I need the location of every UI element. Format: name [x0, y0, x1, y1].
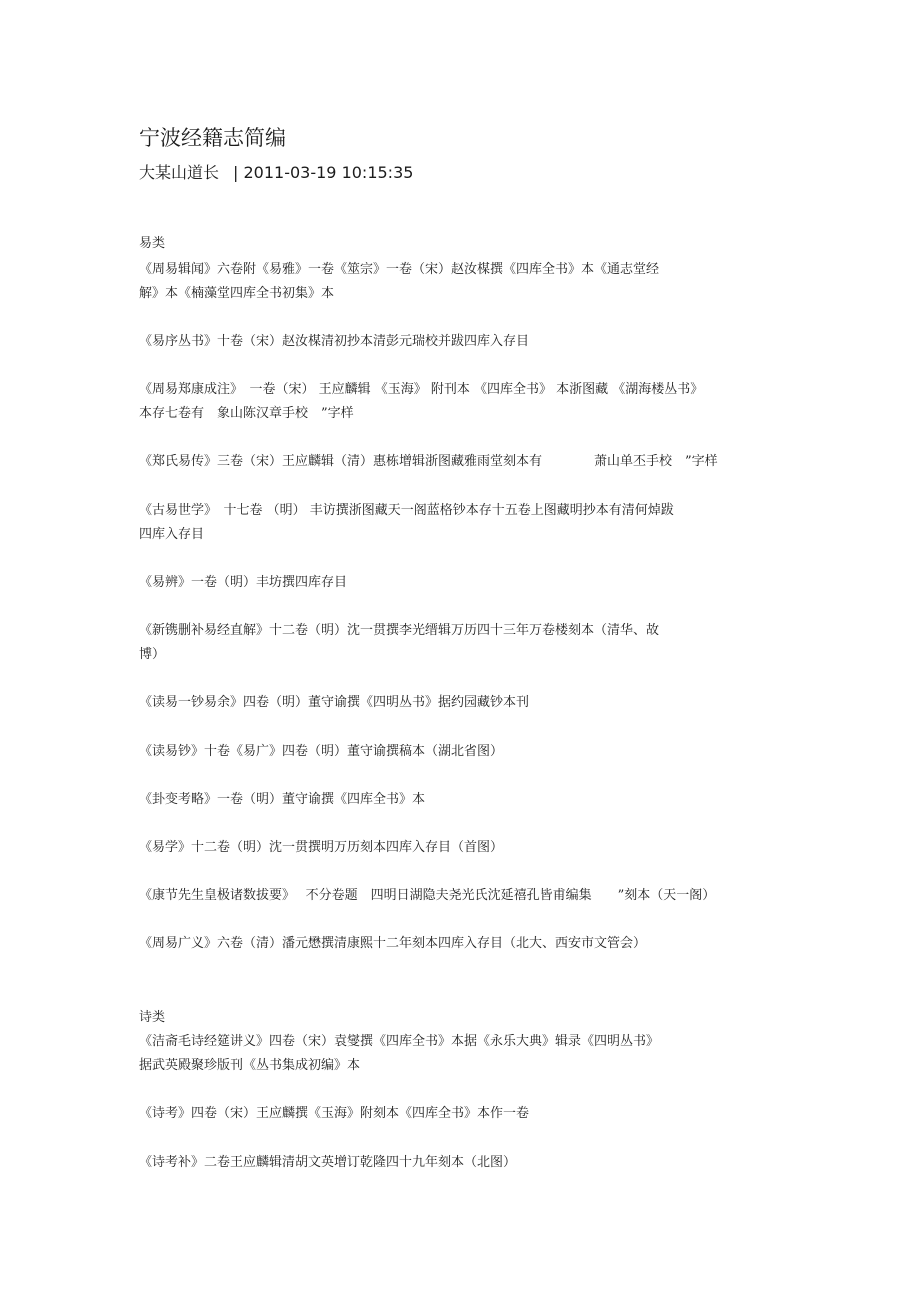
post-date: | 2011-03-19 10:15:35 — [233, 163, 414, 182]
entry-line: 《诗考》四卷（宋）王应麟撰《玉海》附刻本《四库全书》本作一卷 — [139, 1106, 530, 1121]
entry-line: 《易辨》一卷（明）丰坊撰四库存目 — [139, 575, 348, 590]
entry-line: 《康节先生皇极诸数拔要》 不分卷题 四明日湖隐夫尧光氏沈延禧孔皆甫编集 ”刻本（天一阁） — [139, 888, 716, 903]
entry-line: 本存七卷有 象山陈汉章手校 ”字样 — [139, 406, 354, 421]
section-heading-yi: 易类 — [139, 236, 166, 251]
entry-line: 博） — [139, 647, 166, 662]
entry-line: 《读易钞》十卷《易广》四卷（明）董守谕撰稿本（湖北省图） — [139, 744, 504, 759]
entry-line: 《卦变考略》一卷（明）董守谕撰《四库全书》本 — [139, 792, 426, 807]
entry-line: 《洁斋毛诗经筵讲义》四卷（宋）袁燮撰《四库全书》本据《永乐大典》辑录《四明丛书》 — [139, 1034, 660, 1049]
entry-line: 《易学》十二卷（明）沈一贯撰明万历刻本四库入存目（首图） — [139, 840, 504, 855]
entry-line: 《读易一钞易余》四卷（明）董守谕撰《四明丛书》据约园藏钞本刊 — [139, 695, 530, 710]
page-title: 宁波经籍志简编 — [139, 126, 286, 150]
entry-line: 《新镌删补易经直解》十二卷（明）沈一贯撰李光缙辑万历四十三年万卷楼刻本（清华、故 — [139, 623, 660, 638]
entry-line: 《周易辑闻》六卷附《易雅》一卷《筮宗》一卷（宋）赵汝楳撰《四库全书》本《通志堂经 — [139, 262, 660, 277]
entry-line: 《周易广义》六卷（清）潘元懋撰清康熙十二年刻本四库入存目（北大、西安市文管会） — [139, 936, 647, 951]
entry-line: 《周易郑康成注》 一卷（宋） 王应麟辑 《玉海》 附刊本 《四库全书》 本浙图藏 《湖海楼丛书》 — [139, 382, 704, 397]
author-name: 大某山道长 — [139, 163, 220, 182]
entry-line: 据武英殿聚珍版刊《丛书集成初编》本 — [139, 1058, 361, 1073]
entry-line: 《古易世学》 十七卷 （明） 丰访撰浙图藏天一阁蓝格钞本存十五卷上图藏明抄本有清何焯跋 — [139, 503, 674, 518]
entry-line: 解》本《楠藻堂四库全书初集》本 — [139, 286, 335, 301]
entry-line: 《诗考补》二卷王应麟辑清胡文英增订乾隆四十九年刻本（北图） — [139, 1155, 517, 1170]
entry-line: 《郑氏易传》三卷（宋）王应麟辑（清）惠栋增辑浙图藏雅雨堂刻本有 萧山单丕手校 ”字样 — [139, 454, 718, 469]
entry-line: 《易序丛书》十卷（宋）赵汝楳清初抄本清彭元瑞校并跋四库入存目 — [139, 334, 530, 349]
post-meta — [139, 162, 413, 184]
entry-line: 四库入存目 — [139, 527, 205, 542]
section-heading-shi: 诗类 — [139, 1010, 166, 1025]
